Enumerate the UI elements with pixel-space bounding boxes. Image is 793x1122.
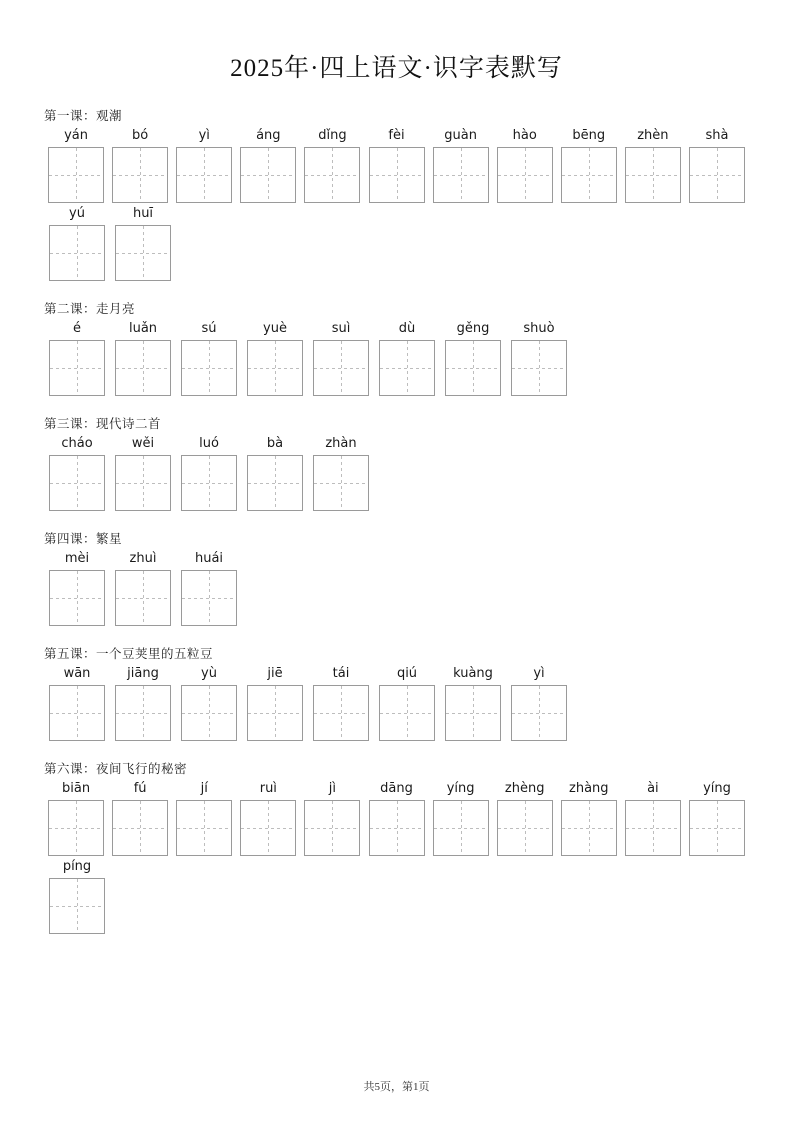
tianzige-writing-box[interactable] — [115, 225, 171, 281]
tianzige-writing-box[interactable] — [112, 147, 168, 203]
tianzige-writing-box[interactable] — [181, 455, 237, 511]
character-cell — [44, 127, 108, 203]
tianzige-writing-box[interactable] — [497, 147, 553, 203]
character-row — [44, 858, 749, 934]
character-row — [44, 320, 749, 396]
pinyin-label: zhuì — [129, 551, 157, 566]
character-cell — [108, 780, 172, 856]
lesson-spacer — [44, 283, 749, 293]
character-cell — [110, 550, 176, 626]
tianzige-writing-box[interactable] — [511, 685, 567, 741]
lesson-spacer — [44, 513, 749, 523]
tianzige-writing-box[interactable] — [625, 800, 681, 856]
pinyin-label: mèi — [64, 551, 90, 566]
lesson-title: 第五课：一个豆荚里的五粒豆 — [44, 647, 214, 661]
character-cell — [44, 665, 110, 741]
character-cell — [110, 320, 176, 396]
character-cell — [242, 665, 308, 741]
character-cell — [172, 127, 236, 203]
pinyin-label: fèi — [388, 128, 405, 143]
tianzige-writing-box[interactable] — [445, 340, 501, 396]
character-cell — [308, 435, 374, 511]
tianzige-writing-box[interactable] — [379, 340, 435, 396]
pinyin-label: wěi — [131, 436, 155, 451]
pinyin-label: bēng — [572, 128, 606, 143]
lesson-block — [44, 299, 749, 408]
page-footer: 共5页，第1页 — [363, 1081, 430, 1093]
tianzige-writing-box[interactable] — [112, 800, 168, 856]
tianzige-writing-box[interactable] — [689, 800, 745, 856]
pinyin-label: yuè — [263, 321, 287, 336]
character-cell — [308, 320, 374, 396]
tianzige-writing-box[interactable] — [561, 147, 617, 203]
character-cell — [506, 665, 572, 741]
character-cell — [44, 205, 110, 281]
pinyin-label: yíng — [703, 781, 731, 796]
pinyin-label: dǐng — [318, 128, 347, 143]
character-cell — [110, 435, 176, 511]
lesson-rows — [44, 435, 749, 513]
tianzige-writing-box[interactable] — [49, 225, 105, 281]
character-cell — [621, 780, 685, 856]
character-cell — [300, 780, 364, 856]
pinyin-label: shà — [705, 128, 729, 143]
character-cell — [44, 435, 110, 511]
tianzige-writing-box[interactable] — [511, 340, 567, 396]
character-cell — [236, 127, 300, 203]
character-cell — [364, 127, 428, 203]
tianzige-writing-box[interactable] — [497, 800, 553, 856]
character-cell — [557, 127, 621, 203]
character-cell — [176, 550, 242, 626]
character-cell — [44, 780, 108, 856]
pinyin-label: zhàng — [569, 781, 609, 796]
pinyin-label: zhàn — [325, 436, 357, 451]
lesson-block — [44, 644, 749, 753]
character-cell — [429, 780, 493, 856]
tianzige-writing-box[interactable] — [49, 878, 105, 934]
character-cell — [364, 780, 428, 856]
tianzige-writing-box[interactable] — [247, 685, 303, 741]
character-cell — [108, 127, 172, 203]
lesson-rows — [44, 320, 749, 398]
character-row — [44, 550, 749, 626]
pinyin-label: é — [73, 321, 81, 336]
pinyin-label: yì — [198, 128, 210, 143]
character-cell — [493, 127, 557, 203]
lesson-rows — [44, 780, 749, 936]
tianzige-writing-box[interactable] — [433, 800, 489, 856]
pinyin-label: tái — [332, 666, 350, 681]
tianzige-writing-box[interactable] — [115, 685, 171, 741]
character-cell — [440, 320, 506, 396]
tianzige-writing-box[interactable] — [369, 147, 425, 203]
tianzige-writing-box[interactable] — [379, 685, 435, 741]
tianzige-writing-box[interactable] — [689, 147, 745, 203]
pinyin-label: píng — [62, 859, 92, 874]
pinyin-label: biān — [62, 781, 91, 796]
pinyin-label: qiú — [396, 666, 418, 681]
lesson-title: 第六课：夜间飞行的秘密 — [44, 762, 188, 776]
character-cell — [685, 780, 749, 856]
pinyin-label: kuàng — [453, 666, 493, 681]
character-row — [44, 780, 749, 856]
lesson-rows — [44, 665, 749, 743]
pinyin-label: cháo — [61, 436, 93, 451]
tianzige-writing-box[interactable] — [115, 340, 171, 396]
character-cell — [374, 665, 440, 741]
pinyin-label: yì — [533, 666, 545, 681]
tianzige-writing-box[interactable] — [369, 800, 425, 856]
tianzige-writing-box[interactable] — [240, 800, 296, 856]
pinyin-label: zhèn — [637, 128, 669, 143]
pinyin-label: suì — [331, 321, 351, 336]
tianzige-writing-box[interactable] — [181, 685, 237, 741]
character-cell — [621, 127, 685, 203]
character-cell — [44, 320, 110, 396]
tianzige-writing-box[interactable] — [49, 570, 105, 626]
character-cell — [429, 127, 493, 203]
character-cell — [44, 858, 110, 934]
pinyin-label: jiē — [267, 666, 283, 681]
pinyin-label: dāng — [380, 781, 413, 796]
tianzige-writing-box[interactable] — [561, 800, 617, 856]
pinyin-label: huái — [194, 551, 224, 566]
pinyin-label: dù — [398, 321, 416, 336]
pinyin-label: yù — [201, 666, 217, 681]
character-cell — [110, 665, 176, 741]
pinyin-label: yíng — [446, 781, 475, 796]
lesson-title: 第一课：观潮 — [44, 109, 123, 123]
tianzige-writing-box[interactable] — [115, 455, 171, 511]
pinyin-label: shuò — [523, 321, 555, 336]
character-cell — [172, 780, 236, 856]
tianzige-writing-box[interactable] — [49, 455, 105, 511]
lesson-spacer — [44, 743, 749, 753]
character-cell — [110, 205, 176, 281]
pinyin-label: sú — [201, 321, 217, 336]
pinyin-label: jì — [328, 781, 337, 796]
pinyin-label: jiāng — [127, 666, 159, 681]
pinyin-label: ruì — [259, 781, 277, 796]
lesson-spacer — [44, 628, 749, 638]
character-row — [44, 435, 749, 511]
tianzige-writing-box[interactable] — [240, 147, 296, 203]
character-cell — [242, 320, 308, 396]
pinyin-label: ài — [647, 781, 659, 796]
character-cell — [506, 320, 572, 396]
tianzige-writing-box[interactable] — [313, 685, 369, 741]
character-cell — [374, 320, 440, 396]
pinyin-label: bó — [132, 128, 149, 143]
lesson-title: 第二课：走月亮 — [44, 302, 136, 316]
tianzige-writing-box[interactable] — [49, 340, 105, 396]
tianzige-writing-box[interactable] — [247, 340, 303, 396]
lesson-title: 第三课：现代诗二首 — [44, 417, 162, 431]
lessons-container — [44, 106, 749, 952]
tianzige-writing-box[interactable] — [304, 800, 360, 856]
tianzige-writing-box[interactable] — [625, 147, 681, 203]
tianzige-writing-box[interactable] — [48, 800, 104, 856]
lesson-rows — [44, 550, 749, 628]
character-cell — [176, 320, 242, 396]
pinyin-label: guàn — [444, 128, 477, 143]
pinyin-label: hào — [512, 128, 537, 143]
character-row — [44, 205, 749, 281]
tianzige-writing-box[interactable] — [313, 340, 369, 396]
character-row — [44, 665, 749, 741]
character-cell — [236, 780, 300, 856]
pinyin-label: luǎn — [128, 321, 158, 336]
lesson-block — [44, 529, 749, 638]
pinyin-label: jí — [200, 781, 208, 796]
tianzige-writing-box[interactable] — [115, 570, 171, 626]
tianzige-writing-box[interactable] — [433, 147, 489, 203]
character-cell — [308, 665, 374, 741]
tianzige-writing-box[interactable] — [445, 685, 501, 741]
tianzige-writing-box[interactable] — [176, 800, 232, 856]
tianzige-writing-box[interactable] — [181, 340, 237, 396]
page-title: 2025年·四上语文·识字表默写 — [230, 55, 563, 82]
character-cell — [440, 665, 506, 741]
pinyin-label: wān — [63, 666, 91, 681]
character-cell — [685, 127, 749, 203]
lesson-block — [44, 759, 749, 946]
lesson-title: 第四课：繁星 — [44, 532, 123, 546]
tianzige-writing-box[interactable] — [304, 147, 360, 203]
character-cell — [557, 780, 621, 856]
pinyin-label: gěng — [456, 321, 490, 336]
pinyin-label: yú — [69, 206, 85, 221]
lesson-block — [44, 106, 749, 293]
character-cell — [493, 780, 557, 856]
pinyin-label: bà — [266, 436, 284, 451]
tianzige-writing-box[interactable] — [176, 147, 232, 203]
lesson-spacer — [44, 398, 749, 408]
character-cell — [44, 550, 110, 626]
tianzige-writing-box[interactable] — [313, 455, 369, 511]
tianzige-writing-box[interactable] — [247, 455, 303, 511]
character-cell — [176, 435, 242, 511]
character-cell — [300, 127, 364, 203]
lesson-block — [44, 414, 749, 523]
tianzige-writing-box[interactable] — [181, 570, 237, 626]
pinyin-label: zhèng — [504, 781, 545, 796]
lesson-spacer — [44, 936, 749, 946]
pinyin-label: áng — [256, 128, 281, 143]
tianzige-writing-box[interactable] — [48, 147, 104, 203]
pinyin-label: fú — [133, 781, 147, 796]
tianzige-writing-box[interactable] — [49, 685, 105, 741]
lesson-rows — [44, 127, 749, 283]
character-cell — [176, 665, 242, 741]
pinyin-label: huī — [132, 206, 154, 221]
character-row — [44, 127, 749, 203]
character-cell — [242, 435, 308, 511]
pinyin-label: luó — [199, 436, 219, 451]
pinyin-label: yán — [64, 128, 88, 143]
